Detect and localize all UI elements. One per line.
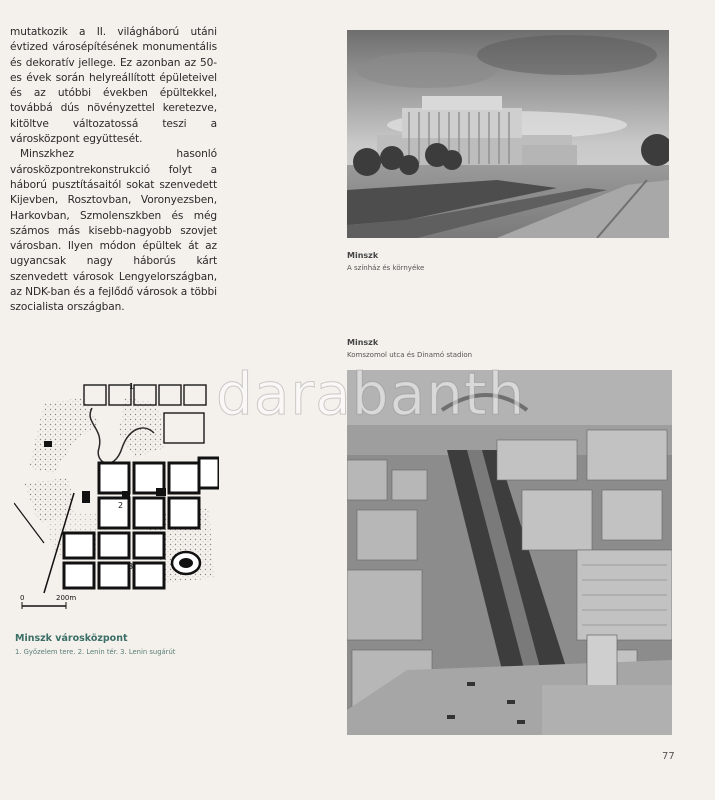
watermark: darabanth [216,360,526,428]
article-text [10,25,217,316]
photo-street-caption-sub: Komszomol utca és Dinamó stadion [347,351,473,359]
photo-theatre-caption-sub: A színház és környéke [347,264,425,272]
photo-street-aerial [347,370,672,735]
page-number: 77 [662,751,675,762]
paragraph-2: Minszkhez hasonló városközpontrekonstrukció folyt a háború pusztításaitól sokat szenvedett Kijevben, Rosztovban, Voronyezsben, Harkovban, Szmolenszkben és még számos más kisebb-nagyobb szovjet városban. Ilyen módon épültek át az ugyancsak nagy háborús kárt szenvedett városok Lengyelországban, az NDK-ban és a fejlődő városok a többi szocialista országban. [10,148,217,314]
photo-theatre [347,30,669,238]
map-title: Minszk városközpont [15,633,128,644]
photo-street-caption-title: Minszk [347,338,379,347]
map-marker-2: 2 [118,501,124,510]
map-legend: 1. Győzelem tere. 2. Lenin tér. 3. Lenin sugárút [15,648,176,656]
map-scale-end: 200m [56,594,77,602]
city-center-map [14,363,219,613]
map-scale-start: 0 [20,594,25,602]
paragraph-1: mutatkozik a II. világháború utáni évtized városépítésének monumentális és dekoratív jellege. Ez azonban az 50-es évek során helyreállított épületeivel és az utóbbi években épültekkel, továbbá dús növényzettel keretezve, kitöltve változatossá teszi a városközpont együttesét. [10,26,217,146]
photo-theatre-caption-title: Minszk [347,251,379,260]
map-marker-1: 1 [129,382,135,391]
map-marker-3: 3 [128,562,134,571]
